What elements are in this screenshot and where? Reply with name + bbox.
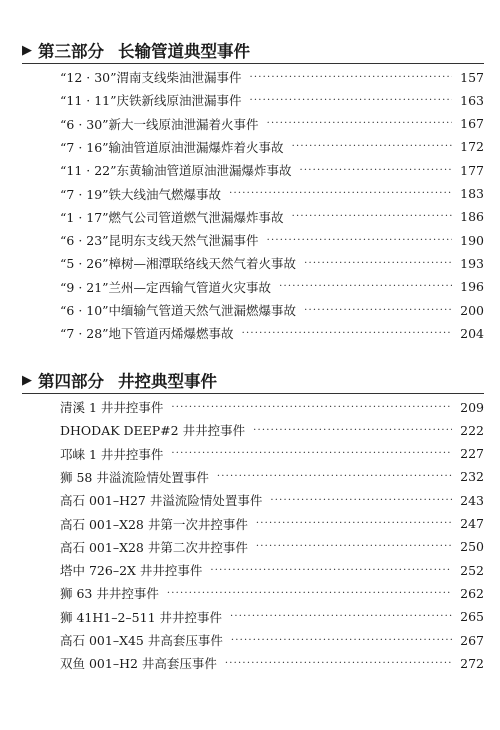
dot-leader xyxy=(304,305,452,316)
section-part-label: 第四部分 xyxy=(38,372,104,391)
entry-title: “12 · 30”渭南支线柴油泄漏事件 xyxy=(60,70,242,85)
dot-leader xyxy=(210,565,452,576)
dot-leader xyxy=(229,188,452,199)
dot-leader xyxy=(292,211,453,222)
entry-title: 塔中 726–2X 井井控事件 xyxy=(60,563,203,579)
toc-entry[interactable] xyxy=(60,607,484,627)
toc-entry[interactable] xyxy=(60,137,484,157)
dot-leader xyxy=(225,658,452,669)
toc-entry[interactable] xyxy=(60,653,484,673)
dot-leader xyxy=(279,281,452,292)
toc-entry[interactable] xyxy=(60,207,484,227)
dot-leader xyxy=(270,495,452,506)
entry-title: “7 · 28”地下管道丙烯爆燃事故 xyxy=(60,326,234,342)
entry-page-number: 243 xyxy=(460,492,484,508)
toc-entry[interactable] xyxy=(60,67,484,87)
dot-leader xyxy=(256,518,452,529)
section-title: 井控典型事件 xyxy=(118,372,217,391)
triangle-marker-icon: ▶ xyxy=(22,372,32,388)
dot-leader xyxy=(250,95,453,106)
toc-entry[interactable] xyxy=(60,630,484,650)
toc-entry[interactable] xyxy=(60,323,484,343)
toc-entry[interactable] xyxy=(60,160,484,180)
entry-page-number: 186 xyxy=(460,209,484,225)
toc-entry[interactable] xyxy=(60,300,484,320)
entry-title: 高石 001–X28 井第二次井控事件 xyxy=(60,539,248,555)
entry-title: “7 · 19”铁大线油气燃爆事故 xyxy=(60,186,222,202)
entry-title: “6 · 10”中缅输气管道天然气泄漏燃爆事故 xyxy=(60,303,297,318)
dot-leader xyxy=(171,402,452,413)
entry-page-number: 177 xyxy=(460,162,484,178)
entry-page-number: 196 xyxy=(460,279,484,295)
entry-page-number: 167 xyxy=(460,116,484,132)
toc-entry[interactable] xyxy=(60,90,484,110)
entry-title: “7 · 16”输油管道原油泄漏爆炸着火事故 xyxy=(60,139,284,155)
entry-title: 狮 58 井溢流险情处置事件 xyxy=(60,469,209,485)
entry-page-number: 193 xyxy=(460,255,484,271)
toc-entry[interactable] xyxy=(60,514,484,534)
dot-leader xyxy=(171,448,452,459)
section-heading xyxy=(22,38,250,62)
toc-entry[interactable] xyxy=(60,560,484,580)
dot-leader xyxy=(242,328,453,339)
entry-title: 高石 001–X45 井高套压事件 xyxy=(60,633,223,648)
entry-page-number: 183 xyxy=(460,186,484,201)
entry-page-number: 272 xyxy=(460,655,484,671)
entry-title: “6 · 30”新大一线原油泄漏着火事件 xyxy=(60,116,259,132)
dot-leader xyxy=(300,165,453,176)
toc-entry[interactable] xyxy=(60,114,484,134)
dot-leader xyxy=(267,235,453,246)
entry-page-number: 157 xyxy=(460,69,484,85)
entry-title: 狮 63 井井控事件 xyxy=(60,586,159,602)
toc-entry[interactable] xyxy=(60,490,484,510)
entry-title: 高石 001–X28 井第一次井控事件 xyxy=(60,516,248,532)
section-part-label: 第三部分 xyxy=(38,42,104,61)
entry-page-number: 262 xyxy=(460,585,484,601)
entry-page-number: 209 xyxy=(460,399,484,415)
dot-leader xyxy=(253,425,452,436)
section-divider xyxy=(22,63,484,64)
entry-title: “11 · 11”庆铁新线原油泄漏事件 xyxy=(60,93,242,109)
entry-title: 狮 41H1–2–511 井井控事件 xyxy=(60,609,223,625)
toc-entry[interactable] xyxy=(60,420,484,440)
toc-entry[interactable] xyxy=(60,253,484,273)
toc-entry[interactable] xyxy=(60,277,484,297)
toc-entry[interactable] xyxy=(60,537,484,557)
section-title: 长输管道典型事件 xyxy=(118,42,250,61)
entry-title: “11 · 22”东黄输油管道原油泄漏爆炸事故 xyxy=(60,163,292,179)
entry-page-number: 163 xyxy=(460,92,484,108)
entry-page-number: 232 xyxy=(460,469,484,485)
entry-page-number: 265 xyxy=(460,609,484,625)
entry-page-number: 267 xyxy=(460,632,484,648)
toc-entry[interactable] xyxy=(60,467,484,487)
dot-leader xyxy=(167,588,452,599)
toc-entry[interactable] xyxy=(60,583,484,603)
entry-page-number: 222 xyxy=(460,422,484,438)
dot-leader xyxy=(292,141,453,152)
entry-page-number: 172 xyxy=(460,139,484,155)
entry-title: 邛崃 1 井井控事件 xyxy=(60,446,164,462)
entry-page-number: 252 xyxy=(460,562,484,578)
dot-leader xyxy=(231,635,452,646)
toc-entry[interactable] xyxy=(60,230,484,250)
toc-entry[interactable] xyxy=(60,444,484,464)
entry-page-number: 204 xyxy=(460,325,484,341)
entry-title: DHODAK DEEP#2 井井控事件 xyxy=(60,423,246,439)
dot-leader xyxy=(256,541,452,552)
section-heading xyxy=(22,368,217,392)
dot-leader xyxy=(250,72,453,83)
entry-title: 双鱼 001–H2 井高套压事件 xyxy=(60,656,217,672)
entry-page-number: 250 xyxy=(460,539,484,555)
dot-leader xyxy=(304,258,452,269)
entry-page-number: 190 xyxy=(460,232,484,248)
entry-title: 高石 001–H27 井溢流险情处置事件 xyxy=(60,493,263,509)
entry-title: “5 · 26”樟树—湘潭联络线天然气着火事故 xyxy=(60,256,297,272)
triangle-marker-icon: ▶ xyxy=(22,42,32,58)
entry-page-number: 227 xyxy=(460,446,484,462)
entry-title: “6 · 23”昆明东支线天然气泄漏事件 xyxy=(60,233,259,249)
entry-title: “9 · 21”兰州—定西输气管道火灾事故 xyxy=(60,279,272,295)
section-divider xyxy=(22,393,484,394)
entry-page-number: 200 xyxy=(460,302,484,318)
toc-entry[interactable] xyxy=(60,397,484,417)
dot-leader xyxy=(267,118,453,129)
entry-page-number: 247 xyxy=(460,516,484,531)
toc-entry[interactable] xyxy=(60,184,484,204)
dot-leader xyxy=(230,611,452,622)
entry-title: “1 · 17”燃气公司管道燃气泄漏爆炸事故 xyxy=(60,209,284,225)
entry-title: 清溪 1 井井控事件 xyxy=(60,400,164,415)
dot-leader xyxy=(217,471,452,482)
